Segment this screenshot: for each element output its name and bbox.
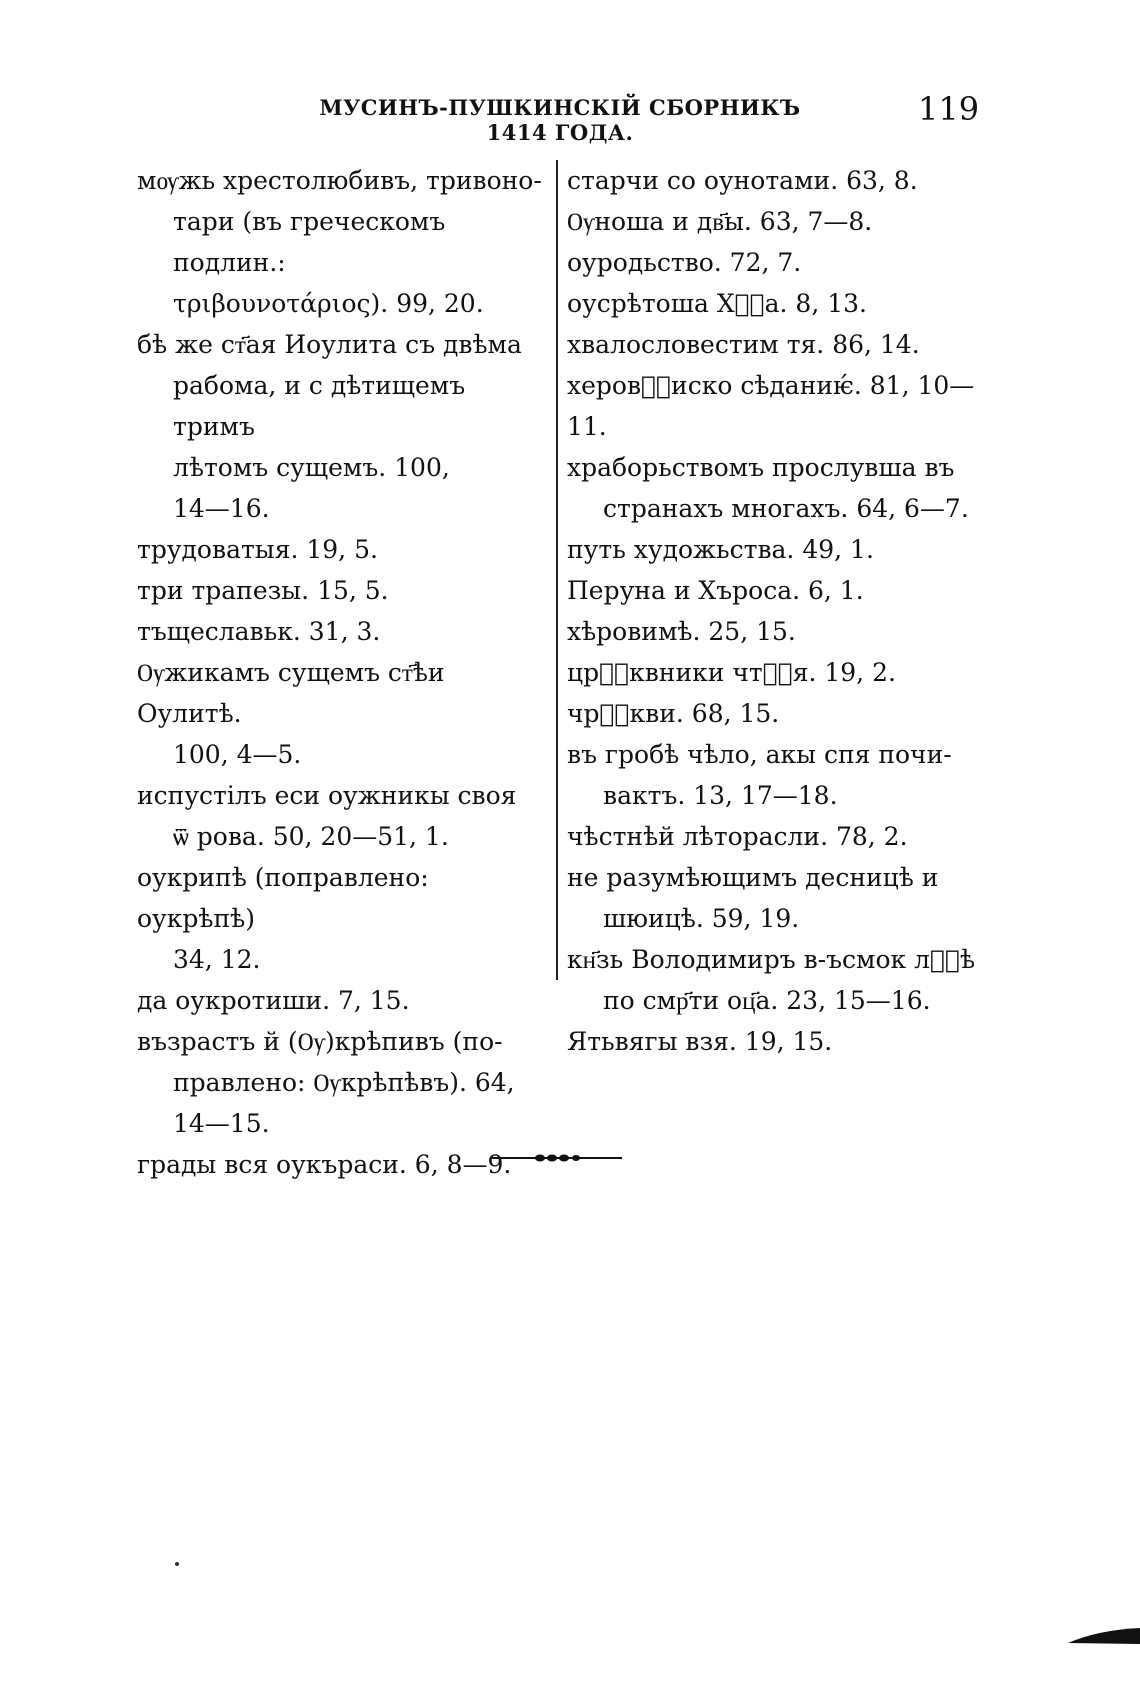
- entry-headword-line: тъщеславьк. 31, 3.: [137, 617, 381, 646]
- entry-continuation-line: шюицѣ. 59, 19.: [603, 904, 800, 933]
- index-entry: [567, 939, 980, 1021]
- entry-headword-line: оусрѣтоша Хⷭ҇а. 8, 13.: [567, 289, 867, 318]
- right-column: [567, 160, 980, 1062]
- index-entry: [567, 201, 980, 242]
- index-entry: [137, 775, 548, 857]
- entry-continuation-line: по смр҃ти оц҃а. 23, 15—16.: [603, 986, 931, 1015]
- index-entry: [567, 816, 980, 857]
- entry-headword-line: чрⷭ҇кви. 68, 15.: [567, 699, 780, 728]
- entry-continuation-line: 14—16.: [173, 494, 270, 523]
- entry-headword-line: не разумѣющимъ десницѣ и: [567, 863, 939, 892]
- entry-headword-line: црⷭ҇квники чтⷭ҇я. 19, 2.: [567, 658, 896, 687]
- index-entry: [137, 1144, 548, 1185]
- index-columns: [137, 160, 980, 1179]
- index-entry: [137, 160, 548, 324]
- entry-headword-line: Ятьвягы взя. 19, 15.: [567, 1027, 833, 1056]
- index-entry: [137, 324, 548, 529]
- entry-continuation-line: 34, 12.: [173, 945, 261, 974]
- entry-continuation-line: тари (въ греческомъ подлин.:: [173, 207, 446, 277]
- entry-headword-line: храборьствомъ прослувша въ: [567, 453, 955, 482]
- running-title: МУСИНЪ-ПУШКИНСКІЙ СБОРНИКЪ 1414 ГОДА.: [319, 95, 801, 145]
- entry-headword-line: трудоватыя. 19, 5.: [137, 535, 378, 564]
- index-entry: [567, 734, 980, 816]
- index-entry: [567, 1021, 980, 1062]
- entry-headword-line: бѣ же ст҃ая Иоулита съ двѣма: [137, 330, 522, 359]
- entry-headword-line: испустілъ еси оужникы своя: [137, 781, 517, 810]
- entry-headword-line: хѣровимѣ. 25, 15.: [567, 617, 796, 646]
- index-entry: [137, 529, 548, 570]
- index-entry: [567, 447, 980, 529]
- entry-continuation-line: 100, 4—5.: [173, 740, 302, 769]
- index-entry: [137, 1021, 548, 1144]
- entry-headword-line: Ѹноша и дв҃ы. 63, 7—8.: [567, 207, 873, 236]
- end-ornament: [492, 1152, 622, 1164]
- left-column: [137, 160, 548, 1185]
- entry-continuation-line: вактъ. 13, 17—18.: [603, 781, 838, 810]
- entry-headword-line: путь художьства. 49, 1.: [567, 535, 874, 564]
- index-entry: [567, 570, 980, 611]
- entry-headword-line: грады вся оукъраси. 6, 8—9.: [137, 1150, 512, 1179]
- entry-headword-line: въ гробѣ чѣло, акы спя почи-: [567, 740, 952, 769]
- index-entry: [567, 324, 980, 365]
- entry-headword-line: херовⷭ҇иско сѣданиѥ́. 81, 10—11.: [567, 371, 975, 441]
- index-entry: [567, 652, 980, 693]
- index-entry: [137, 980, 548, 1021]
- column-divider: [556, 160, 558, 980]
- page-number: 119: [918, 90, 980, 128]
- index-entry: [137, 570, 548, 611]
- index-entry: [567, 611, 980, 652]
- entry-continuation-line: правлено: Ѹкрѣпѣвъ). 64,: [173, 1068, 515, 1097]
- entry-headword-line: възрастъ й (Ѹ)крѣпивъ (по-: [137, 1027, 503, 1056]
- stray-dot: [175, 1562, 179, 1566]
- index-entry: [137, 652, 548, 775]
- entry-continuation-line: ѿ рова. 50, 20—51, 1.: [173, 822, 449, 851]
- entry-headword-line: старчи со оунотами. 63, 8.: [567, 166, 918, 195]
- index-entry: [567, 242, 980, 283]
- entry-headword-line: оукрипѣ (поправлено: оукрѣпѣ): [137, 863, 429, 933]
- entry-headword-line: хвалословестим тя. 86, 14.: [567, 330, 920, 359]
- entry-headword-line: оуродьство. 72, 7.: [567, 248, 802, 277]
- index-entry: [567, 283, 980, 324]
- entry-continuation-line: странахъ многахъ. 64, 6—7.: [603, 494, 969, 523]
- index-entry: [567, 529, 980, 570]
- entry-headword-line: чѣстнѣй лѣторасли. 78, 2.: [567, 822, 908, 851]
- entry-continuation-line: рабома, и с дѣтищемъ тримъ: [173, 371, 466, 441]
- edge-scan-mark: [1068, 1628, 1140, 1644]
- entry-continuation-line: 14—15.: [173, 1109, 270, 1138]
- entry-headword-line: кн҃зь Володимиръ в-ъсмок лⷮ҇ѣ: [567, 945, 976, 974]
- entry-continuation-line: τριβουνοτάριος). 99, 20.: [173, 289, 484, 318]
- entry-headword-line: мѹжь хрестолюбивъ, тривоно-: [137, 166, 542, 195]
- entry-headword-line: да оукротиши. 7, 15.: [137, 986, 410, 1015]
- index-entry: [137, 857, 548, 980]
- entry-headword-line: Ѹжикамъ сущемъ ст҃ѣи Оулитѣ.: [137, 658, 445, 728]
- entry-headword-line: три трапезы. 15, 5.: [137, 576, 389, 605]
- index-entry: [567, 365, 980, 447]
- entry-headword-line: Перуна и Хъроса. 6, 1.: [567, 576, 864, 605]
- entry-continuation-line: лѣтомъ сущемъ. 100,: [173, 453, 450, 482]
- index-entry: [567, 857, 980, 939]
- index-entry: [567, 160, 980, 201]
- index-entry: [567, 693, 980, 734]
- index-entry: [137, 611, 548, 652]
